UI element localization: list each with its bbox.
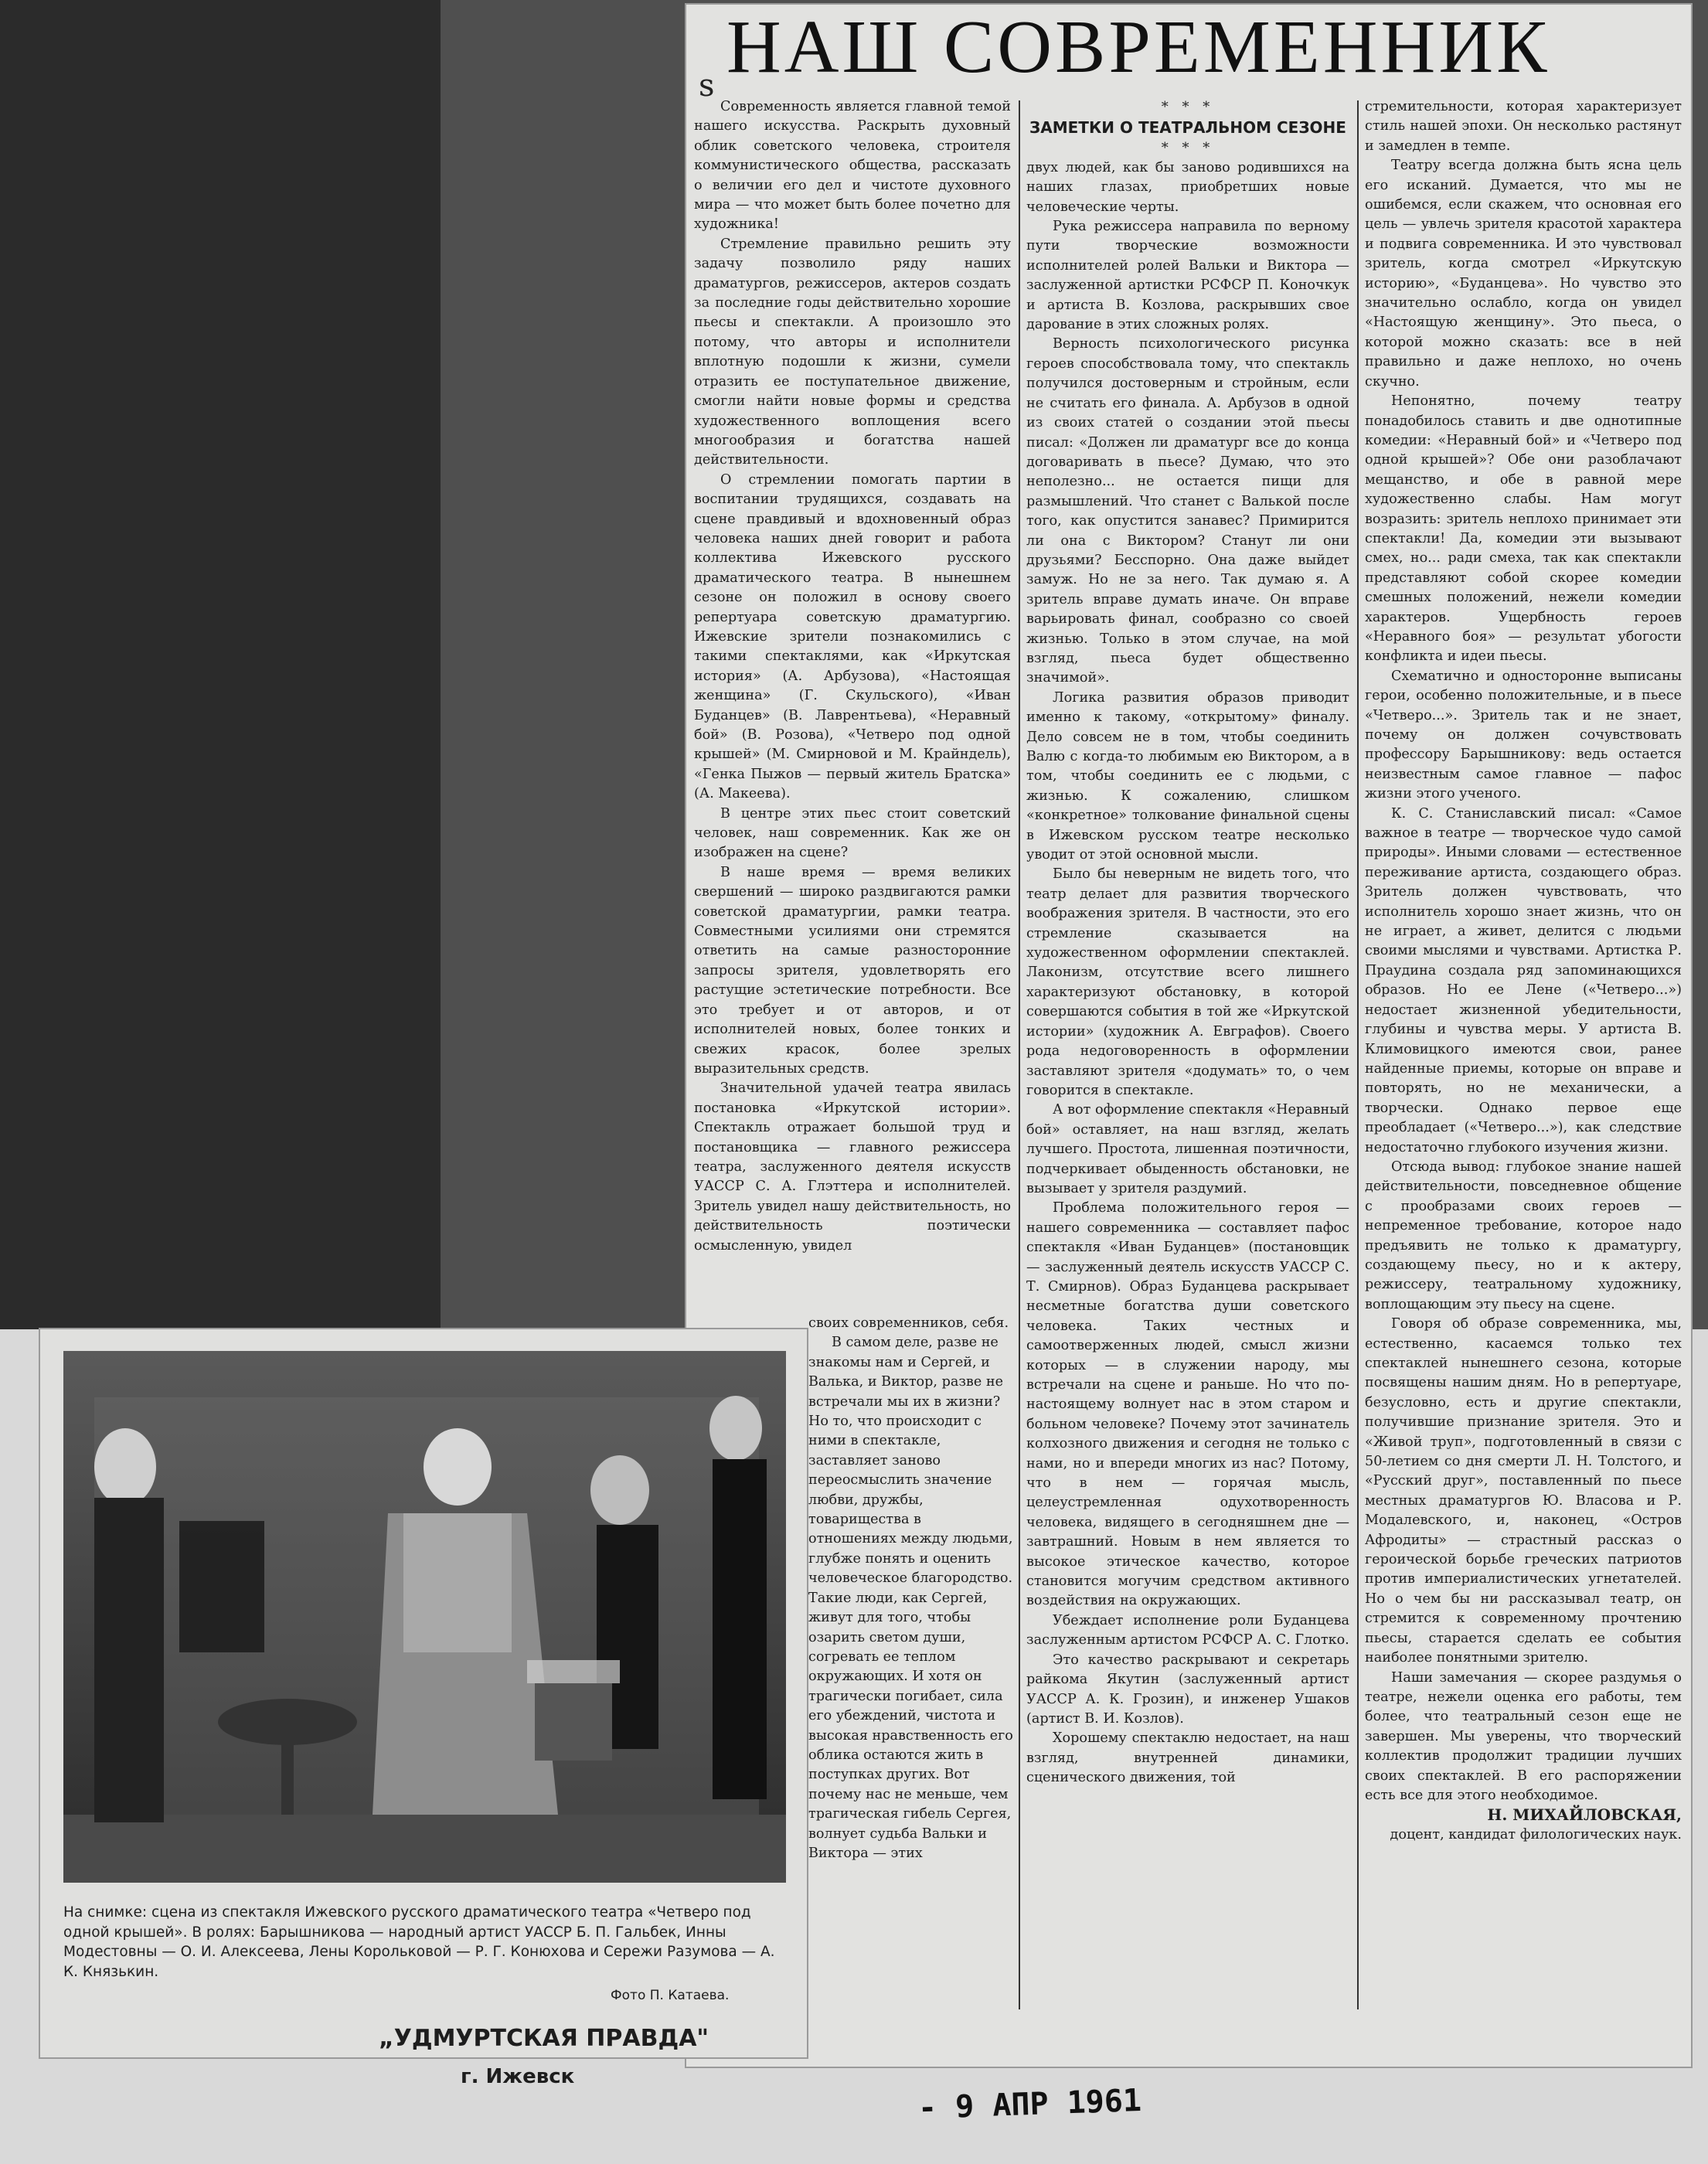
paragraph: Отсюда вывод: глубокое знание нашей действительности, повседневное общение с прообразами своих героев — непременное требование, которое надо предъявить не только к драматургу, создающему пьесу, но и к актеру, режиссеру, театральному художнику, воплощающим эту пьесу на сцене. xyxy=(1365,1159,1682,1312)
paragraph: О стремлении помогать партии в воспитании трудящихся, создавать на сцене правдивый и вдохновенный образ человека наших дней говорит и работа коллектива Ижевского русского драматического театра. В нынешнем сезоне он положил в основу своего репертуара советскую драматургию. Ижевские зрители познакомились с такими спектаклями, как «Иркутская история» (А. Арбузова), «Настоящая женщина» (Г. Скульского), «Иван Буданцев» (В. Лаврентьева), «Неравный бой» (В. Розова), «Четверо под одной крышей» (М. Смирновой и М. Крайндель), «Генка Пыжов — первый житель Братска» (А. Макеева). xyxy=(694,471,1011,802)
paragraph: Театру всегда должна быть ясна цель его исканий. Думается, что мы не ошибемся, если скажем, что основная его цель — увлечь зрителя красотой характера и подвига современника. И это чувствовал зритель, когда смотрел «Иркутскую историю», «Буданцева». Но чувство это значительно ослабло, когда он увидел «Настоящую женщину». Это пьеса, о которой можно сказать: все в ней правильно и даже неплохо, но очень скучно. xyxy=(1365,158,1682,390)
pen-mark: s xyxy=(699,68,715,104)
column-rule xyxy=(1357,100,1359,2009)
newspaper-city: г. Ижевск xyxy=(461,2065,575,2088)
paragraph: В самом деле, разве не знакомы нам и Сергей, и Валька, и Виктор, разве не встречали мы их в жизни? Но то, что происходит с ними в спектакле, заставляет заново переосмыслить значение любви, дружбы, товарищества в отношениях между людьми, глубже понять и оценить человеческое благородство. Такие люди, как Сергей, живут для того, чтобы озарить светом души, согревать ее теплом окружающих. И хотя он трагически погибает, сила его убеждений, чистота и высокая нравственность его облика остаются жить в поступках других. Вот почему нас не меньше, чем трагическая гибель Сергея, волнует судьба Вальки и Виктора — этих xyxy=(808,1335,1013,1861)
stage-photo xyxy=(63,1351,786,1883)
article-column-3 xyxy=(1365,97,1682,1845)
date-stamp: - 9 АПР 1961 xyxy=(917,2082,1142,2127)
paragraph: Современность является главной темой нашего искусства. Раскрыть духовный облик советского человека, строителя коммунистического общества, рассказать о величии его дел и чистоте духовного мира — что может быть более почетно для художника! xyxy=(694,99,1011,233)
paragraph: Верность психологического рисунка героев способствовала тому, что спектакль получился достоверным и стройным, если не считать его финала. А. Арбузов в одной из своих статей о создании этой пьесы писал: «Должен ли драматург все до конца договаривать в пьесе? Думаю, что это неполезно... не остается пищи для размышлений. Что станет с Валькой после того, как опустится занавес? Примирится ли она с Виктором? Станут ли они друзьями? Бесспорно. Она даже выйдет замуж. Но не за него. Так думаю я. А зритель вправе думать иначе. Он вправе варьировать финал, сообразно со своей жизнью. Только в этом случае, на мой взгляд, пьеса будет общественно значимой». xyxy=(1026,336,1349,686)
paragraph: Говоря об образе современника, мы, естественно, касаемся только тех спектаклей нынешнего сезона, которые посвящены нашим дням. Но в репертуаре, безусловно, есть и другие спектакли, получившие признание зрителя. Это и «Живой труп», подготовленный в связи с 50-летием со дня смерти Л. Н. Толстого, и «Русский друг», поставленный по пьесе местных драматургов Ю. Власова и Р. Модалевского, и, наконец, «Остров Афродиты» — страстный рассказ о героической борьбе греческих патриотов против империалистических угнетателей. Но о чем бы ни рассказывал театр, он стремится к современному прочтению пьесы, старается сделать ее события наиболее понятными зрителю. xyxy=(1365,1316,1682,1666)
photo-caption: На снимке: сцена из спектакля Ижевского русского драматического театра «Четверо под одной крышей». В ролях: Барышникова — народный артист УАССР Б. П. Гальбек, Инны Модестовны — О. И. Алексеева, Лены Корольковой — Р. Г. Конюхова и Сережи Разумова — А. К. Князькин. xyxy=(63,1904,775,1980)
author-title: доцент, кандидат филологических наук. xyxy=(1390,1826,1682,1842)
paragraph: стремительности, которая характеризует стиль нашей эпохи. Он несколько растянут и замедлен в темпе. xyxy=(1365,99,1682,154)
paragraph: своих современников, себя. xyxy=(808,1315,1009,1331)
newspaper-name: „УДМУРТСКАЯ ПРАВДА" xyxy=(379,2025,709,2052)
paragraph: Проблема положительного героя — нашего современника — составляет пафос спектакля «Иван Буданцев» (постановщик — заслуженный деятель искусств УАССР С. Т. Смирнов). Образ Буданцева раскрывает несметные богатства души советского человека. Таких честных и самоотверженных людей, смысл жизни которых — в служении народу, мы встречали на сцене и раньше. Но что по-настоящему волнует нас в этом старом и больном человеке? Почему этот зачинатель колхозного движения и сегодня не только с нами, но и впереди многих из нас? Потому, что в нем — горячая мысль, целеустремленная одухотворенность человека, видящего в сегодняшнем дне — завтрашний. Новым в нем является то высокое этическое качество, которое становится могучим средством активного воздействия на окружающих. xyxy=(1026,1200,1349,1609)
paragraph: Хорошему спектаклю недостает, на наш взгляд, внутренней динамики, сценического движения, той xyxy=(1026,1730,1349,1786)
separator-stars: * * * xyxy=(1161,140,1215,157)
article-column-2 xyxy=(1026,97,1349,1788)
stage-photo-illustration xyxy=(63,1351,786,1883)
separator-stars: * * * xyxy=(1161,99,1215,115)
paragraph: Убеждает исполнение роли Буданцева заслуженным артистом РСФСР А. С. Глотко. xyxy=(1026,1612,1349,1649)
column-rule xyxy=(1019,100,1020,2009)
photo-credit: Фото П. Катаева. xyxy=(611,1988,730,2003)
paragraph: А вот оформление спектакля «Неравный бой» оставляет, на наш взгляд, желать лучшего. Простота, лишенная поэтичности, подчеркивает обыденность обстановки, не вызывает у зрителя раздумий. xyxy=(1026,1102,1349,1196)
paragraph: Логика развития образов приводит именно к такому, «открытому» финалу. Дело совсем не в том, чтобы соединить Валю с когда-то любимым ею Виктором, а в том, чтобы соединить ее с людьми, с жизнью. К сожалению, слишком «конкретное» толкование финальной сцены в Ижевском русском театре несколько уводит от этой основной мысли. xyxy=(1026,689,1349,863)
author-signature: Н. МИХАЙЛОВСКАЯ, xyxy=(1487,1805,1682,1825)
paragraph: В наше время — время великих свершений — широко раздвигаются рамки советской драматургии, рамки театра. Совместными усилиями они стремятся ответить на самые разносторонние запросы зрителя, удовлетворять его растущие эстетические потребности. Все это требует и от авторов, и от исполнителей новых, более тонких и свежих красок, более зрелых выразительных средств. xyxy=(694,864,1011,1077)
paragraph: Значительной удачей театра явилась постановка «Иркутской истории». Спектакль отражает большой труд и постановщика — главного режиссера театра, заслуженного деятеля искусств УАССР С. А. Глэттера и исполнителей. Зритель увидел нашу действительность, но действительность поэтически осмысленную, увидел xyxy=(694,1080,1011,1254)
paragraph: Непонятно, почему театру понадобилось ставить и две однотипные комедии: «Неравный бой» и «Четверо под одной крышей»? Обе они разоблачают мещанство, и обе в равной мере художественно слабы. Нам могут возразить: зритель неплохо принимает эти спектакли! Да, комедии эти вызывают смех, но... ради смеха, так как спектакли представляют собой скорее комедии смешных положений, нежели комедии характеров. Ущербность героев «Неравного боя» — результат убогости конфликта и идеи пьесы. xyxy=(1365,393,1682,665)
article-column-1-continuation xyxy=(808,1314,1013,1863)
paragraph: двух людей, как бы заново родившихся на наших глазах, приобретших новые человеческие черты. xyxy=(1026,159,1349,215)
paragraph: Было бы неверным не видеть того, что театр делает для развития творческого воображения зрителя. В частности, это его стремление сказывается на художественном оформлении спектаклей. Лаконизм, отсутствие всего лишнего характеризуют обстановку, в которой совершаются события в той же «Иркутской истории» (художник А. Евграфов). Своего рода недоговоренность в оформлении заставляют зрителя «додумать» то, о чем говорится в спектакле. xyxy=(1026,866,1349,1098)
paragraph: В центре этих пьес стоит советский человек, наш современник. Как же он изображен на сцене? xyxy=(694,805,1011,861)
article-subheading: ЗАМЕТКИ О ТЕАТРАЛЬНОМ СЕЗОНЕ xyxy=(1029,118,1346,138)
article-column-1 xyxy=(694,97,1011,1256)
paragraph: Стремление правильно решить эту задачу позволило ряду наших драматургов, режиссеров, актеров создать за последние годы действительно хорошие пьесы и спектакли. А произошло это потому, что авторы и исполнители вплотную подошли к жизни, сумели отразить ее поступательное движение, смогли найти новые формы и средства художественного воплощения всего многообразия и богатства нашей действительности. xyxy=(694,236,1011,468)
article-headline: НАШ СОВРЕМЕННИК xyxy=(726,5,1550,89)
paragraph: К. С. Станиславский писал: «Самое важное в театре — творческое чудо самой природы». Иными словами — естественное переживание артиста, создающего образ. Зритель должен чувствовать, что исполнитель хорошо знает жизнь, что он не играет, а живет, делится с людьми своими мыслями и чувствами. Артистка Р. Праудина создала ряд запоминающихся образов. Но ее Лене («Четверо...») недостает жизненной убедительности, глубины и чувства меры. У артиста В. Климовицкого имеются свои, ранее найденные приемы, которые он вправе и повторять, но не механически, а творчески. Однако первое еще преобладает («Четверо...»), как следствие недостаточно глубокого изучения жизни. xyxy=(1365,805,1682,1155)
paragraph: Наши замечания — скорее раздумья о театре, нежели оценка его работы, тем более, что театральный сезон еще не завершен. Мы уверены, что творческий коллектив продолжит традиции лучших своих спектаклей. В его распоряжении есть все для этого необходимое. xyxy=(1365,1669,1682,1803)
paragraph: Это качество раскрывают и секретарь райкома Якутин (заслуженный артист УАССР А. К. Грозин), и инженер Ушаков (артист В. И. Козлов). xyxy=(1026,1652,1349,1727)
paragraph: Рука режиссера направила по верному пути творческие возможности исполнителей ролей Вальки и Виктора — заслуженной артистки РСФСР П. Коночкук и артиста В. Козлова, раскрывших свое дарование в этих сложных ролях. xyxy=(1026,219,1349,333)
paragraph: Схематично и односторонне выписаны герои, особенно положительные, и в пьесе «Четверо...». Зритель так и не знает, почему он должен сочувствовать профессору Барышникову: ведь остается неизвестным самое главное — пафос жизни этого ученого. xyxy=(1365,668,1682,802)
